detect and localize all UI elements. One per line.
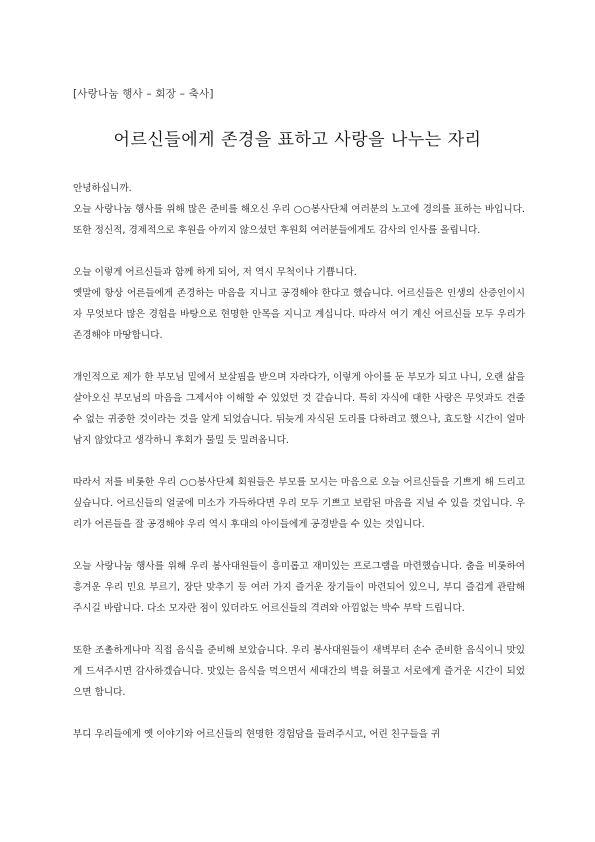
- paragraph-3: 개인적으로 제가 한 부모님 밑에서 보살핌을 받으며 자라다가, 이렇게 아이를 둔 부모가 되고 나니, 오랜 삶을 살아오신 부모님의 마음을 그제서야 이해할 수 있었던 것 같습니다. 특히 자식에 대한 사랑은 무엇과도 견줄 수 없는 귀중한 것이라는 것을 알게 되었습니다. 뒤늦게 자식된 도리를 다하려고 했으나, 효도할 시간이 얼마 남지 않았다고 생각하니 후회가 물밀 듯 밀려옵니다.: [73, 372, 525, 446]
- paragraph-6: 또한 조촐하게나마 직접 음식을 준비해 보았습니다. 우리 봉사대원들이 새벽부터 손수 준비한 음식이니 맛있게 드셔주시면 감사하겠습니다. 맛있는 음식을 먹으면서 세대간의 벽을 허물고 서로에게 즐거운 시간이 되었으면 합니다.: [73, 645, 525, 698]
- paragraph-7: 부디 우리들에게 옛 이야기와 어르신들의 현명한 경험담을 들려주시고, 어린 친구들을 귀: [73, 729, 441, 740]
- category-tag: [사랑나눔 행사 – 회장 – 축사]: [73, 88, 214, 100]
- paragraph-4: 따라서 저를 비롯한 우리 ○○봉사단체 회원들은 부모를 모시는 마음으로 오늘 어르신들을 기쁘게 해 드리고 싶습니다. 어르신들의 얼굴에 미소가 가득하다면 우리 모두 기쁘고 보람된 마음을 지닐 수 있을 것입니다. 우리가 어른들을 잘 공경해야 우리 역시 후대의 아이들에게 공경받을 수 있는 것입니다.: [73, 477, 525, 530]
- greeting: 안녕하십니까.: [73, 183, 132, 194]
- document-body: [73, 178, 525, 745]
- paragraph-1: 오늘 사랑나눔 행사를 위해 많은 준비를 해오신 우리 ○○봉사단체 여러분의 노고에 경의를 표하는 바입니다. 또한 정신적, 경제적으로 후원을 아끼지 않으셨던 후원회 여러분들에게도 감사의 인사를 올립니다.: [73, 204, 525, 236]
- paragraph-5: 오늘 사랑나눔 행사를 위해 우리 봉사대원들이 흥미롭고 재미있는 프로그램을 마련했습니다. 춤을 비롯하여 흥겨운 우리 민요 부르기, 장단 맞추기 등 여러 가지 즐거운 장기들이 마련되어 있으니, 부디 즐겁게 관람해 주시길 바랍니다. 다소 모자란 점이 있더라도 어르신들의 격려와 아낌없는 박수 부탁 드립니다.: [73, 561, 525, 614]
- paragraph-2b: 옛말에 항상 어른들에게 존경하는 마음을 지니고 공경해야 한다고 했습니다. 어르신들은 인생의 산증인이시자 무엇보다 많은 경험을 바탕으로 현명한 안목을 지니고 계십니다. 따라서 여기 계신 어르신들 모두 우리가 존경해야 마땅합니다.: [73, 288, 525, 341]
- page-title: 어르신들에게 존경을 표하고 사랑을 나누는 자리: [113, 130, 482, 150]
- paragraph-2a: 오늘 이렇게 어르신들과 함께 하게 되어, 저 역시 무척이나 기쁩니다.: [73, 267, 357, 278]
